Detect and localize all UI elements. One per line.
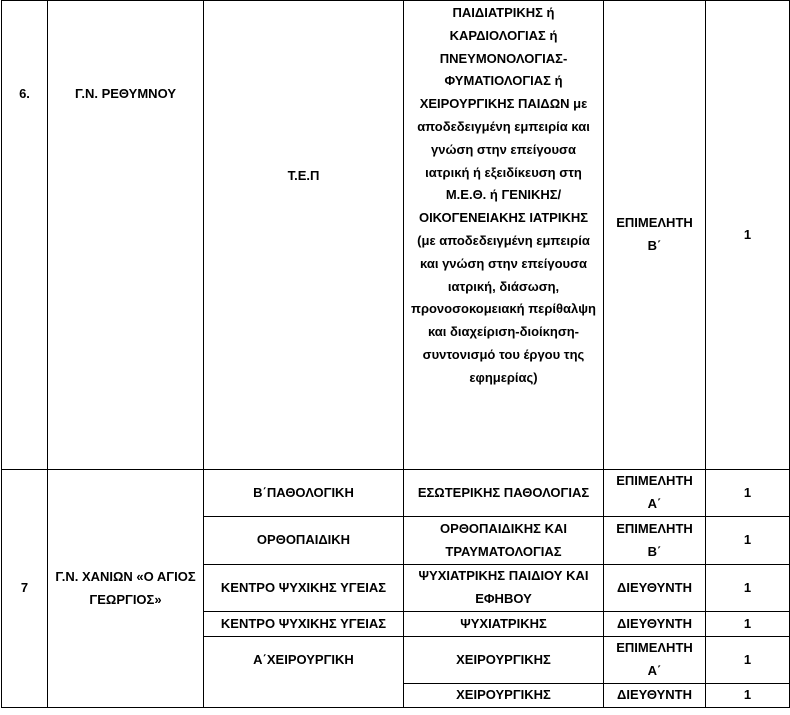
specialty-text: ΟΡΘΟΠΑΙΔΙΚΗΣ ΚΑΙ ΤΡΑΥΜΑΤΟΛΟΓΙΑΣ: [404, 517, 604, 565]
department-name: Α΄ΧΕΙΡΟΥΡΓΙΚΗ: [204, 637, 404, 708]
positions-count: 1: [706, 684, 790, 708]
department-name: Τ.Ε.Π: [204, 1, 404, 470]
department-name: ΚΕΝΤΡΟ ΨΥΧΙΚΗΣ ΥΓΕΙΑΣ: [204, 565, 404, 612]
positions-count: 1: [706, 612, 790, 637]
specialty-text: ΨΥΧΙΑΤΡΙΚΗΣ: [404, 612, 604, 637]
rank-text: ΕΠΙΜΕΛΗΤΗ Α΄: [604, 637, 706, 684]
positions-count: 1: [706, 1, 790, 470]
specialty-text: ΠΑΙΔΙΑΤΡΙΚΗΣ ή ΚΑΡΔΙΟΛΟΓΙΑΣ ή ΠΝΕΥΜΟΝΟΛΟΓΙΑΣ-ΦΥΜΑΤΙΟΛΟΓΙΑΣ ή ΧΕΙΡΟΥΡΓΙΚΗΣ ΠΑΙΔΩΝ με αποδεδειγμένη εμπειρία και γνώση στην επείγουσα ιατρική ή εξειδίκευση στη Μ.Ε.Θ. ή ΓΕΝΙΚΗΣ/ΟΙΚΟΓΕΝΕΙΑΚΗΣ ΙΑΤΡΙΚΗΣ (με αποδεδειγμένη εμπειρία και γνώση στην επείγουσα ιατρική, διάσωση, προνοσοκομειακή περίθαλψη και διαχείριση-διοίκηση-συντονισμό του έργου της εφημερίας): [404, 1, 604, 470]
row-number: 6.: [2, 1, 48, 470]
positions-count: 1: [706, 565, 790, 612]
specialty-text: ΕΣΩΤΕΡΙΚΗΣ ΠΑΘΟΛΟΓΙΑΣ: [404, 470, 604, 517]
positions-count: 1: [706, 470, 790, 517]
row-number: 7: [2, 470, 48, 708]
table-row: [2, 470, 790, 517]
rank-text: ΕΠΙΜΕΛΗΤΗ Β΄: [604, 1, 706, 470]
rank-text: ΔΙΕΥΘΥΝΤΗ: [604, 565, 706, 612]
rank-text: ΕΠΙΜΕΛΗΤΗ Α΄: [604, 470, 706, 517]
department-name: Β΄ΠΑΘΟΛΟΓΙΚΗ: [204, 470, 404, 517]
specialty-text: ΧΕΙΡΟΥΡΓΙΚΗΣ: [404, 684, 604, 708]
department-name: ΚΕΝΤΡΟ ΨΥΧΙΚΗΣ ΥΓΕΙΑΣ: [204, 612, 404, 637]
specialty-text: ΨΥΧΙΑΤΡΙΚΗΣ ΠΑΙΔΙΟΥ ΚΑΙ ΕΦΗΒΟΥ: [404, 565, 604, 612]
rank-text: ΔΙΕΥΘΥΝΤΗ: [604, 612, 706, 637]
rank-text: ΔΙΕΥΘΥΝΤΗ: [604, 684, 706, 708]
department-name: ΟΡΘΟΠΑΙΔΙΚΗ: [204, 517, 404, 565]
hospital-name: Γ.Ν. ΡΕΘΥΜΝΟΥ: [48, 1, 204, 470]
positions-table: [1, 0, 790, 708]
positions-count: 1: [706, 517, 790, 565]
table-row: [2, 1, 790, 26]
specialty-text: ΧΕΙΡΟΥΡΓΙΚΗΣ: [404, 637, 604, 684]
hospital-name: Γ.Ν. ΧΑΝΙΩΝ «Ο ΑΓΙΟΣ ΓΕΩΡΓΙΟΣ»: [48, 470, 204, 708]
rank-text: ΕΠΙΜΕΛΗΤΗ Β΄: [604, 517, 706, 565]
positions-count: 1: [706, 637, 790, 684]
